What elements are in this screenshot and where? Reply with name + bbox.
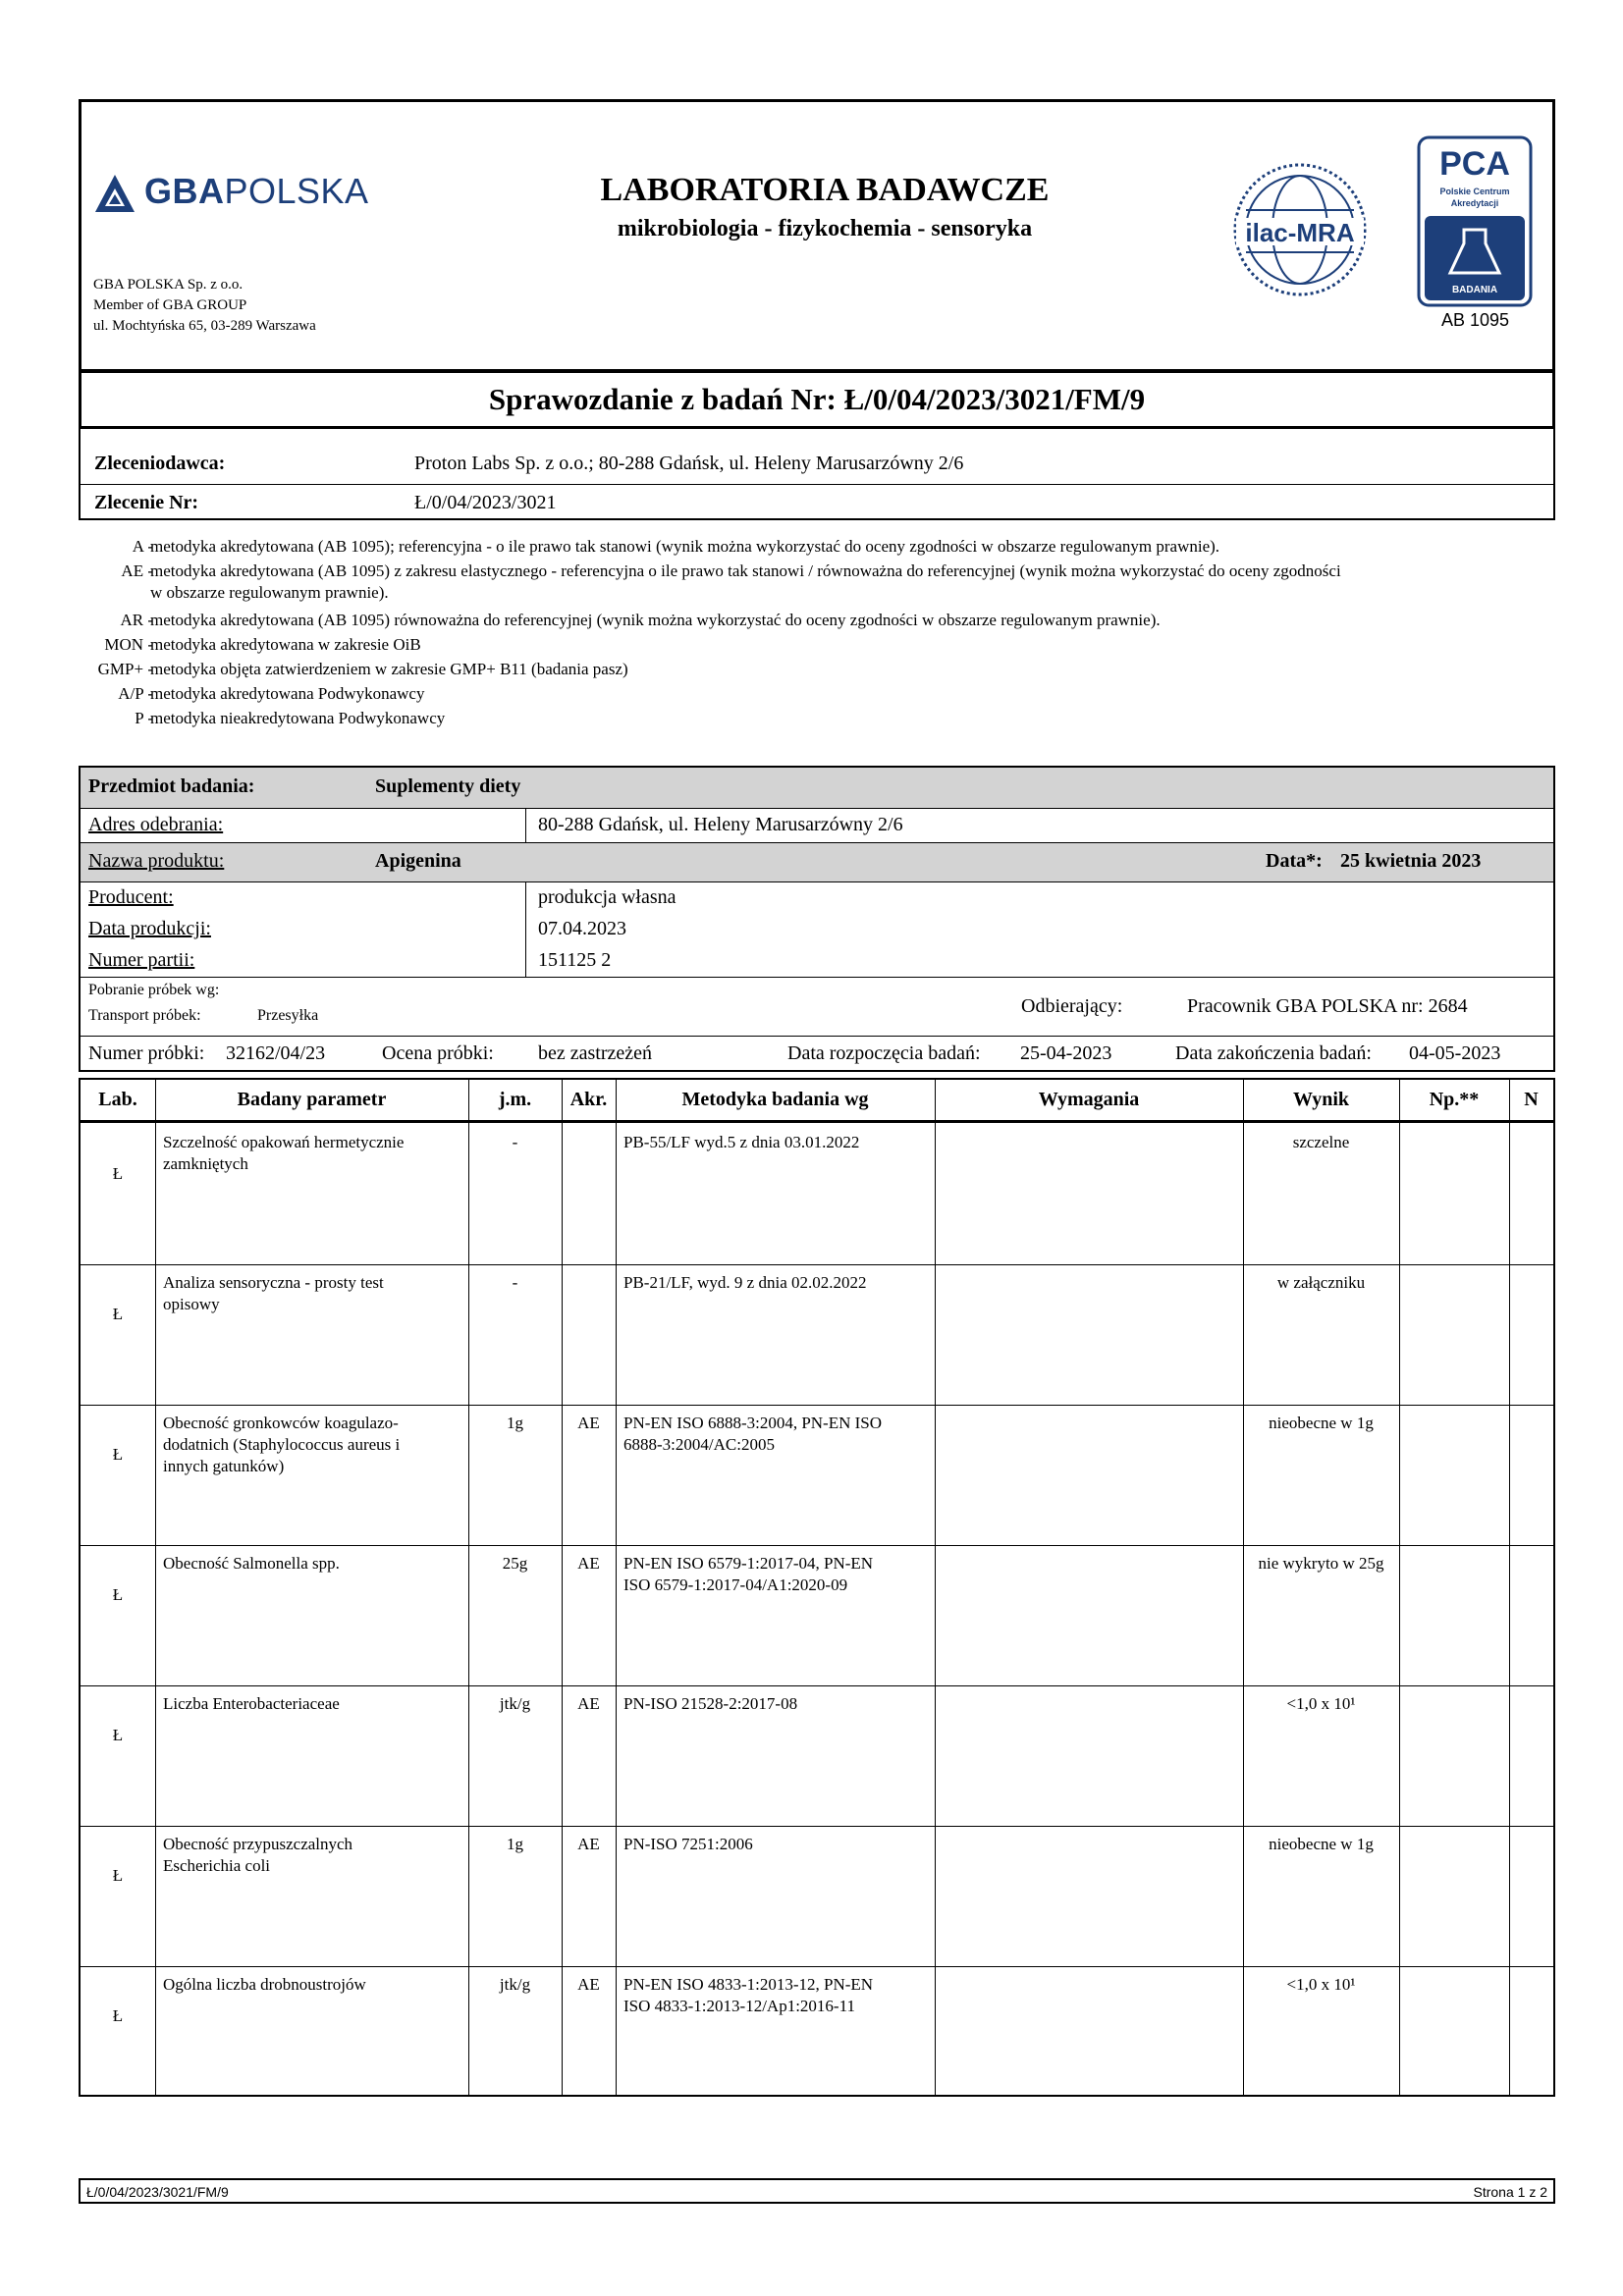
gba-polska-logo: [93, 165, 398, 224]
table-row: [81, 1264, 1553, 1405]
header-divider: [81, 1120, 1553, 1123]
sampling-block: Pobranie próbek wg: Transport próbek: Przesyłka Odbierający: Pracownik GBA POLSKA nr: 2684: [81, 978, 1553, 1037]
cell-parameter: innych gatunków): [163, 1457, 285, 1475]
gba-triangle-icon: [93, 173, 136, 216]
product-row: Nazwa produktu: Apigenina Data*: 25 kwietnia 2023: [81, 843, 1553, 882]
cell-lab: Ł: [112, 1866, 124, 1885]
order-label: Zlecenie Nr:: [94, 492, 199, 513]
pca-badge-icon: [1417, 135, 1533, 307]
svg-text:BADANIA: BADANIA: [1451, 285, 1498, 295]
cell-method: PB-21/LF, wyd. 9 z dnia 02.02.2022: [623, 1273, 867, 1292]
cell-accreditation: AE: [577, 1975, 600, 1994]
report-title-box: [79, 370, 1555, 429]
order-value: Ł/0/04/2023/3021: [414, 492, 557, 513]
cell-result: nieobecne w 1g: [1269, 1835, 1374, 1853]
cell-parameter: opisowy: [163, 1295, 220, 1313]
pca-accreditation-logo: [1417, 135, 1533, 307]
svg-text:Akredytacji: Akredytacji: [1450, 198, 1499, 208]
cell-method: PB-55/LF wyd.5 z dnia 03.01.2022: [623, 1133, 860, 1151]
col-header-parameter: Badany parametr: [237, 1089, 387, 1110]
producer-block: Producent: produkcja własna Data produkcji: 07.04.2023 Numer partii: 151125 2: [81, 882, 1553, 978]
row-divider: [81, 1264, 1553, 1265]
cell-method: 6888-3:2004/AC:2005: [623, 1435, 775, 1454]
footer-page-number: Strona 1 z 2: [1473, 2184, 1547, 2200]
cell-method: ISO 4833-1:2013-12/Ap1:2016-11: [623, 1997, 855, 2015]
col-header-requirements: Wymagania: [1038, 1089, 1140, 1110]
legend-item: AE - metodyka akredytowana (AB 1095) z zakresu elastycznego - referencyjna o ile prawo tak stanowi / równoważna do referencyjnej (wynik można wykorzystać do oceny zgodności w obszarze regulowanym prawnie).: [121, 561, 1341, 602]
legend-item: AR - metodyka akredytowana (AB 1095) równoważna do referencyjnej (wynik można wykorzystać do oceny zgodności w obszarze regulowanym prawnie).: [120, 611, 1161, 629]
lab-subtitle: mikrobiologia - fizykochemia - sensoryka: [617, 216, 1033, 241]
cell-lab: Ł: [112, 2006, 124, 2025]
svg-text:PCA: PCA: [1439, 145, 1510, 183]
col-header-lab: Lab.: [98, 1089, 137, 1110]
svg-text:Polskie Centrum: Polskie Centrum: [1439, 187, 1510, 196]
methodology-legend: [75, 536, 1547, 742]
cell-unit: jtk/g: [499, 1975, 531, 1994]
cell-method: ISO 6579-1:2017-04/A1:2020-09: [623, 1575, 848, 1594]
cell-method: PN-EN ISO 6579-1:2017-04, PN-EN: [623, 1554, 874, 1573]
cell-parameter: Liczba Enterobacteriaceae: [163, 1694, 340, 1713]
client-label: Zleceniodawca:: [94, 453, 226, 474]
cell-method: PN-ISO 7251:2006: [623, 1835, 753, 1853]
cell-result: <1,0 x 10¹: [1286, 1975, 1356, 1994]
cell-parameter: Obecność gronkowców koagulazo-: [163, 1414, 399, 1432]
legend-item: A - metodyka akredytowana (AB 1095); referencyjna - o ile prawo tak stanowi (wynik można wykorzystać do oceny zgodności w obszarze regulowanym prawnie).: [132, 537, 1220, 556]
row-divider: [81, 1405, 1553, 1406]
cell-parameter: Ogólna liczba drobnoustrojów: [163, 1975, 366, 1994]
client-value: Proton Labs Sp. z o.o.; 80-288 Gdańsk, ul. Heleny Marusarzówny 2/6: [414, 453, 964, 474]
table-row: [81, 1966, 1553, 2107]
cell-parameter: zamkniętych: [163, 1154, 248, 1173]
table-row: [81, 1545, 1553, 1685]
cell-parameter: Obecność przypuszczalnych: [163, 1835, 353, 1853]
ilac-mra-logo: [1232, 159, 1368, 304]
page-footer: [79, 2178, 1555, 2204]
cell-accreditation: AE: [577, 1414, 600, 1432]
col-header-result: Wynik: [1292, 1089, 1350, 1110]
cell-unit: -: [512, 1133, 518, 1151]
cell-unit: 25g: [502, 1554, 528, 1573]
client-section: [79, 427, 1555, 520]
cell-unit: -: [512, 1273, 518, 1292]
svg-text:ilac-MRA: ilac-MRA: [1245, 218, 1355, 247]
cell-result: w załączniku: [1276, 1273, 1366, 1292]
cell-parameter: Analiza sensoryczna - prosty test: [163, 1273, 384, 1292]
cell-parameter: Szczelność opakowań hermetycznie: [163, 1133, 405, 1151]
cell-parameter: Escherichia coli: [163, 1856, 271, 1875]
ilac-globe-icon: [1232, 159, 1368, 304]
table-row: [81, 1826, 1553, 1966]
cell-lab: Ł: [112, 1164, 124, 1183]
cell-result: nieobecne w 1g: [1269, 1414, 1374, 1432]
cell-lab: Ł: [112, 1445, 124, 1464]
table-row: [81, 1685, 1553, 1826]
cell-parameter: Obecność Salmonella spp.: [163, 1554, 340, 1573]
table-row: [81, 1405, 1553, 1545]
cell-result: nie wykryto w 25g: [1258, 1554, 1384, 1573]
accreditation-number: AB 1095: [1440, 310, 1510, 330]
divider: [81, 484, 1553, 485]
cell-unit: 1g: [507, 1835, 523, 1853]
results-table: [79, 1078, 1555, 2097]
cell-parameter: dodatnich (Staphylococcus aureus i: [163, 1435, 401, 1454]
row-divider: [81, 1826, 1553, 1827]
row-divider: [81, 1685, 1553, 1686]
cell-lab: Ł: [112, 1726, 124, 1744]
table-row: [81, 1124, 1553, 1264]
cell-method: PN-EN ISO 4833-1:2013-12, PN-EN: [623, 1975, 874, 1994]
cell-unit: jtk/g: [499, 1694, 531, 1713]
lab-title: LABORATORIA BADAWCZE: [600, 172, 1050, 208]
cell-accreditation: AE: [577, 1835, 600, 1853]
row-divider: [81, 1966, 1553, 1967]
cell-accreditation: AE: [577, 1554, 600, 1573]
cell-result: <1,0 x 10¹: [1286, 1694, 1356, 1713]
cell-lab: Ł: [112, 1585, 124, 1604]
col-header-n: N: [1524, 1089, 1539, 1110]
cell-result: szczelne: [1292, 1133, 1350, 1151]
row-divider: [81, 1545, 1553, 1546]
cell-method: PN-ISO 21528-2:2017-08: [623, 1694, 798, 1713]
footer-report-number: Ł/0/04/2023/3021/FM/9: [86, 2184, 229, 2200]
cell-method: PN-EN ISO 6888-3:2004, PN-EN ISO: [623, 1414, 883, 1432]
cell-lab: Ł: [112, 1305, 124, 1323]
legend-item: MON - metodyka akredytowana w zakresie OiB: [104, 635, 421, 654]
address-row: Adres odebrania: 80-288 Gdańsk, ul. Heleny Marusarzówny 2/6: [81, 809, 1553, 843]
divider: [525, 882, 526, 978]
subject-row: Przedmiot badania: Suplementy diety: [81, 768, 1553, 809]
sample-info-row: Numer próbki: 32162/04/23 Ocena próbki: bez zastrzeżeń Data rozpoczęcia badań: 25-04-2023 Data zakończenia badań: 04-05-2023: [88, 1042, 1501, 1064]
company-address: GBA POLSKA Sp. z o.o. Member of GBA GROUP ul. Mochtyńska 65, 03-289 Warszawa: [93, 277, 316, 334]
legend-item: A/P - metodyka akredytowana Podwykonawcy: [118, 684, 425, 703]
col-header-np: Np.**: [1429, 1089, 1480, 1110]
divider: [525, 809, 526, 843]
col-header-method: Metodyka badania wg: [681, 1089, 869, 1110]
cell-accreditation: AE: [577, 1694, 600, 1713]
report-title: Sprawozdanie z badań Nr: Ł/0/04/2023/3021/FM/9: [488, 382, 1146, 416]
col-header-unit: j.m.: [498, 1089, 532, 1110]
cell-unit: 1g: [507, 1414, 523, 1432]
legend-item: P - metodyka nieakredytowana Podwykonawcy: [135, 709, 446, 727]
legend-item: GMP+ - metodyka objęta zatwierdzeniem w zakresie GMP+ B11 (badania pasz): [97, 660, 628, 678]
col-header-accreditation: Akr.: [569, 1089, 608, 1110]
logo-wordmark: GBAPOLSKA: [144, 171, 369, 211]
test-subject-section: [79, 766, 1555, 1072]
